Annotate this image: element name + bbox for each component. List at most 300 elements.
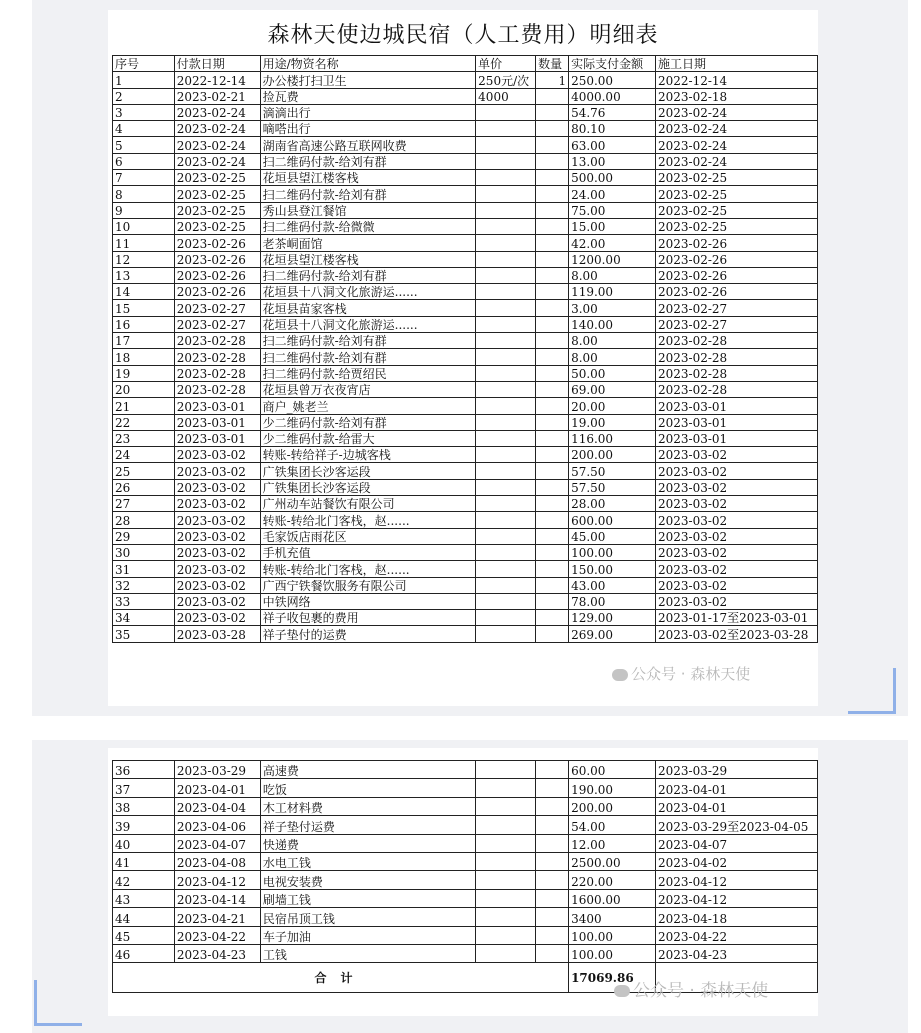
pay-date-cell: 2023-04-08 bbox=[174, 852, 260, 870]
amount-cell: 140.00 bbox=[569, 316, 656, 332]
work-date-cell: 2023-04-12 bbox=[655, 889, 817, 907]
column-header: 数量 bbox=[536, 56, 569, 72]
expense-table-page-1 bbox=[112, 55, 818, 643]
seq-cell: 40 bbox=[113, 834, 175, 852]
seq-cell: 11 bbox=[113, 235, 175, 251]
unit-price-cell bbox=[476, 561, 536, 577]
pay-date-cell: 2023-02-24 bbox=[174, 153, 260, 169]
work-date-cell: 2023-02-27 bbox=[655, 300, 817, 316]
amount-cell: 250.00 bbox=[569, 72, 656, 88]
unit-price-cell: 4000 bbox=[476, 88, 536, 104]
unit-price-cell bbox=[476, 871, 536, 889]
seq-cell: 37 bbox=[113, 779, 175, 797]
amount-cell: 8.00 bbox=[569, 349, 656, 365]
seq-cell: 26 bbox=[113, 479, 175, 495]
item-name-cell: 扫二维码付款-给刘有群 bbox=[260, 153, 476, 169]
pay-date-cell: 2023-04-14 bbox=[174, 889, 260, 907]
seq-cell: 10 bbox=[113, 218, 175, 234]
table-row bbox=[113, 251, 818, 267]
unit-price-cell bbox=[476, 218, 536, 234]
pay-date-cell: 2023-04-04 bbox=[174, 797, 260, 815]
quantity-cell bbox=[536, 761, 569, 779]
pay-date-cell: 2023-03-02 bbox=[174, 593, 260, 609]
table-row bbox=[113, 333, 818, 349]
pay-date-cell: 2023-02-24 bbox=[174, 121, 260, 137]
crop-corner-marker bbox=[848, 668, 896, 714]
quantity-cell bbox=[536, 267, 569, 283]
seq-cell: 25 bbox=[113, 463, 175, 479]
quantity-cell bbox=[536, 944, 569, 962]
amount-cell: 63.00 bbox=[569, 137, 656, 153]
seq-cell: 28 bbox=[113, 512, 175, 528]
item-name-cell: 木工材料费 bbox=[260, 797, 476, 815]
item-name-cell: 祥子收包裹的费用 bbox=[260, 610, 476, 626]
unit-price-cell bbox=[476, 186, 536, 202]
amount-cell: 15.00 bbox=[569, 218, 656, 234]
item-name-cell: 工钱 bbox=[260, 944, 476, 962]
amount-cell: 129.00 bbox=[569, 610, 656, 626]
quantity-cell: 1 bbox=[536, 72, 569, 88]
quantity-cell bbox=[536, 528, 569, 544]
seq-cell: 42 bbox=[113, 871, 175, 889]
seq-cell: 18 bbox=[113, 349, 175, 365]
item-name-cell: 扫二维码付款-给刘有群 bbox=[260, 267, 476, 283]
quantity-cell bbox=[536, 186, 569, 202]
pay-date-cell: 2023-04-23 bbox=[174, 944, 260, 962]
table-header-row bbox=[113, 56, 818, 72]
unit-price-cell bbox=[476, 398, 536, 414]
pay-date-cell: 2023-02-26 bbox=[174, 251, 260, 267]
wechat-icon bbox=[612, 669, 628, 681]
unit-price-cell bbox=[476, 333, 536, 349]
table-row bbox=[113, 834, 818, 852]
seq-cell: 12 bbox=[113, 251, 175, 267]
pay-date-cell: 2023-02-28 bbox=[174, 381, 260, 397]
amount-cell: 42.00 bbox=[569, 235, 656, 251]
column-header: 施工日期 bbox=[655, 56, 817, 72]
table-row bbox=[113, 528, 818, 544]
column-header: 序号 bbox=[113, 56, 175, 72]
seq-cell: 8 bbox=[113, 186, 175, 202]
work-date-cell: 2023-03-02 bbox=[655, 577, 817, 593]
work-date-cell: 2023-03-29 bbox=[655, 761, 817, 779]
table-row bbox=[113, 779, 818, 797]
column-header: 用途/物资名称 bbox=[260, 56, 476, 72]
seq-cell: 3 bbox=[113, 104, 175, 120]
quantity-cell bbox=[536, 797, 569, 815]
amount-cell: 45.00 bbox=[569, 528, 656, 544]
pay-date-cell: 2023-02-24 bbox=[174, 137, 260, 153]
table-row bbox=[113, 88, 818, 104]
amount-cell: 119.00 bbox=[569, 284, 656, 300]
work-date-cell: 2023-04-02 bbox=[655, 852, 817, 870]
seq-cell: 30 bbox=[113, 544, 175, 560]
pay-date-cell: 2023-03-02 bbox=[174, 496, 260, 512]
pay-date-cell: 2023-03-01 bbox=[174, 430, 260, 446]
amount-cell: 8.00 bbox=[569, 267, 656, 283]
pay-date-cell: 2023-03-01 bbox=[174, 398, 260, 414]
amount-cell: 100.00 bbox=[569, 944, 656, 962]
expense-table-page-2 bbox=[112, 760, 818, 993]
amount-cell: 69.00 bbox=[569, 381, 656, 397]
item-name-cell: 广铁集团长沙客运段 bbox=[260, 463, 476, 479]
unit-price-cell bbox=[476, 797, 536, 815]
unit-price-cell bbox=[476, 381, 536, 397]
quantity-cell bbox=[536, 398, 569, 414]
table-row bbox=[113, 512, 818, 528]
unit-price-cell bbox=[476, 170, 536, 186]
table-row bbox=[113, 300, 818, 316]
pay-date-cell: 2023-02-24 bbox=[174, 104, 260, 120]
seq-cell: 16 bbox=[113, 316, 175, 332]
work-date-cell: 2023-03-02 bbox=[655, 561, 817, 577]
table-row bbox=[113, 414, 818, 430]
pay-date-cell: 2023-04-21 bbox=[174, 908, 260, 926]
table-row bbox=[113, 186, 818, 202]
pay-date-cell: 2023-02-21 bbox=[174, 88, 260, 104]
amount-cell: 57.50 bbox=[569, 479, 656, 495]
table-row bbox=[113, 447, 818, 463]
item-name-cell: 广铁集团长沙客运段 bbox=[260, 479, 476, 495]
unit-price-cell bbox=[476, 926, 536, 944]
pay-date-cell: 2023-02-25 bbox=[174, 218, 260, 234]
seq-cell: 4 bbox=[113, 121, 175, 137]
amount-cell: 190.00 bbox=[569, 779, 656, 797]
quantity-cell bbox=[536, 512, 569, 528]
work-date-cell: 2023-02-24 bbox=[655, 137, 817, 153]
table-row bbox=[113, 349, 818, 365]
quantity-cell bbox=[536, 121, 569, 137]
item-name-cell: 嘀嗒出行 bbox=[260, 121, 476, 137]
quantity-cell bbox=[536, 349, 569, 365]
unit-price-cell bbox=[476, 349, 536, 365]
seq-cell: 36 bbox=[113, 761, 175, 779]
amount-cell: 54.76 bbox=[569, 104, 656, 120]
unit-price-cell bbox=[476, 834, 536, 852]
quantity-cell bbox=[536, 577, 569, 593]
item-name-cell: 捡瓦费 bbox=[260, 88, 476, 104]
item-name-cell: 转账-转给祥子-边城客栈 bbox=[260, 447, 476, 463]
seq-cell: 24 bbox=[113, 447, 175, 463]
pay-date-cell: 2023-03-02 bbox=[174, 479, 260, 495]
column-header: 付款日期 bbox=[174, 56, 260, 72]
unit-price-cell bbox=[476, 153, 536, 169]
unit-price-cell bbox=[476, 593, 536, 609]
quantity-cell bbox=[536, 88, 569, 104]
pay-date-cell: 2023-02-26 bbox=[174, 235, 260, 251]
amount-cell: 100.00 bbox=[569, 926, 656, 944]
work-date-cell: 2023-03-29至2023-04-05 bbox=[655, 816, 817, 834]
table-row bbox=[113, 944, 818, 962]
crop-corner-marker bbox=[34, 980, 82, 1026]
item-name-cell: 花垣县苗家客栈 bbox=[260, 300, 476, 316]
pay-date-cell: 2023-02-28 bbox=[174, 365, 260, 381]
seq-cell: 2 bbox=[113, 88, 175, 104]
work-date-cell: 2023-02-27 bbox=[655, 316, 817, 332]
amount-cell: 19.00 bbox=[569, 414, 656, 430]
item-name-cell: 商户_姚老兰 bbox=[260, 398, 476, 414]
amount-cell: 60.00 bbox=[569, 761, 656, 779]
quantity-cell bbox=[536, 414, 569, 430]
work-date-cell: 2023-03-02 bbox=[655, 528, 817, 544]
table-row bbox=[113, 926, 818, 944]
seq-cell: 45 bbox=[113, 926, 175, 944]
table-row bbox=[113, 479, 818, 495]
unit-price-cell bbox=[476, 528, 536, 544]
pay-date-cell: 2023-04-06 bbox=[174, 816, 260, 834]
item-name-cell: 花垣县望江楼客栈 bbox=[260, 170, 476, 186]
quantity-cell bbox=[536, 463, 569, 479]
quantity-cell bbox=[536, 284, 569, 300]
pay-date-cell: 2023-02-28 bbox=[174, 349, 260, 365]
quantity-cell bbox=[536, 610, 569, 626]
seq-cell: 44 bbox=[113, 908, 175, 926]
item-name-cell: 扫二维码付款-给刘有群 bbox=[260, 349, 476, 365]
pay-date-cell: 2023-02-26 bbox=[174, 284, 260, 300]
item-name-cell: 民宿吊顶工钱 bbox=[260, 908, 476, 926]
item-name-cell: 湖南省高速公路互联网收费 bbox=[260, 137, 476, 153]
quantity-cell bbox=[536, 333, 569, 349]
quantity-cell bbox=[536, 251, 569, 267]
amount-cell: 269.00 bbox=[569, 626, 656, 642]
item-name-cell: 快递费 bbox=[260, 834, 476, 852]
quantity-cell bbox=[536, 561, 569, 577]
work-date-cell: 2023-03-02 bbox=[655, 463, 817, 479]
table-row bbox=[113, 381, 818, 397]
seq-cell: 23 bbox=[113, 430, 175, 446]
table-row bbox=[113, 593, 818, 609]
work-date-cell: 2023-03-02 bbox=[655, 593, 817, 609]
quantity-cell bbox=[536, 235, 569, 251]
unit-price-cell bbox=[476, 414, 536, 430]
item-name-cell: 办公楼打扫卫生 bbox=[260, 72, 476, 88]
item-name-cell: 花垣县十八洞文化旅游运...... bbox=[260, 284, 476, 300]
amount-cell: 54.00 bbox=[569, 816, 656, 834]
table-row bbox=[113, 816, 818, 834]
amount-cell: 500.00 bbox=[569, 170, 656, 186]
work-date-cell: 2023-04-01 bbox=[655, 797, 817, 815]
seq-cell: 38 bbox=[113, 797, 175, 815]
quantity-cell bbox=[536, 816, 569, 834]
amount-cell: 12.00 bbox=[569, 834, 656, 852]
quantity-cell bbox=[536, 593, 569, 609]
item-name-cell: 转账-转给北门客栈，赵...... bbox=[260, 561, 476, 577]
table-row bbox=[113, 365, 818, 381]
unit-price-cell bbox=[476, 479, 536, 495]
quantity-cell bbox=[536, 496, 569, 512]
pay-date-cell: 2023-03-02 bbox=[174, 512, 260, 528]
seq-cell: 39 bbox=[113, 816, 175, 834]
table-row bbox=[113, 202, 818, 218]
unit-price-cell bbox=[476, 365, 536, 381]
work-date-cell: 2023-03-01 bbox=[655, 414, 817, 430]
pay-date-cell: 2023-04-01 bbox=[174, 779, 260, 797]
item-name-cell: 刷墙工钱 bbox=[260, 889, 476, 907]
item-name-cell: 广西宁铁餐饮服务有限公司 bbox=[260, 577, 476, 593]
seq-cell: 27 bbox=[113, 496, 175, 512]
unit-price-cell bbox=[476, 463, 536, 479]
seq-cell: 17 bbox=[113, 333, 175, 349]
unit-price-cell bbox=[476, 577, 536, 593]
seq-cell: 29 bbox=[113, 528, 175, 544]
work-date-cell: 2023-04-07 bbox=[655, 834, 817, 852]
table-row bbox=[113, 852, 818, 870]
work-date-cell: 2023-03-02 bbox=[655, 479, 817, 495]
table-row bbox=[113, 170, 818, 186]
seq-cell: 43 bbox=[113, 889, 175, 907]
unit-price-cell bbox=[476, 251, 536, 267]
quantity-cell bbox=[536, 300, 569, 316]
table-row bbox=[113, 797, 818, 815]
pay-date-cell: 2023-03-02 bbox=[174, 561, 260, 577]
amount-cell: 600.00 bbox=[569, 512, 656, 528]
table-row bbox=[113, 153, 818, 169]
work-date-cell: 2023-02-24 bbox=[655, 121, 817, 137]
amount-cell: 4000.00 bbox=[569, 88, 656, 104]
amount-cell: 116.00 bbox=[569, 430, 656, 446]
pay-date-cell: 2023-02-25 bbox=[174, 170, 260, 186]
item-name-cell: 花垣县望江楼客栈 bbox=[260, 251, 476, 267]
quantity-cell bbox=[536, 447, 569, 463]
amount-cell: 200.00 bbox=[569, 447, 656, 463]
table-row bbox=[113, 889, 818, 907]
amount-cell: 3400 bbox=[569, 908, 656, 926]
column-header: 单价 bbox=[476, 56, 536, 72]
work-date-cell: 2023-02-26 bbox=[655, 267, 817, 283]
table-row bbox=[113, 871, 818, 889]
table-row bbox=[113, 218, 818, 234]
item-name-cell: 少二维码付款-给雷大 bbox=[260, 430, 476, 446]
unit-price-cell bbox=[476, 121, 536, 137]
unit-price-cell bbox=[476, 908, 536, 926]
unit-price-cell bbox=[476, 512, 536, 528]
quantity-cell bbox=[536, 430, 569, 446]
work-date-cell: 2023-02-24 bbox=[655, 104, 817, 120]
unit-price-cell bbox=[476, 284, 536, 300]
pay-date-cell: 2023-02-25 bbox=[174, 202, 260, 218]
work-date-cell: 2023-02-18 bbox=[655, 88, 817, 104]
work-date-cell: 2023-02-26 bbox=[655, 284, 817, 300]
pay-date-cell: 2023-03-02 bbox=[174, 610, 260, 626]
amount-cell: 57.50 bbox=[569, 463, 656, 479]
item-name-cell: 电视安装费 bbox=[260, 871, 476, 889]
unit-price-cell bbox=[476, 816, 536, 834]
pay-date-cell: 2023-03-02 bbox=[174, 528, 260, 544]
work-date-cell: 2023-02-26 bbox=[655, 235, 817, 251]
work-date-cell: 2023-02-24 bbox=[655, 153, 817, 169]
pay-date-cell: 2023-04-22 bbox=[174, 926, 260, 944]
work-date-cell: 2023-03-02至2023-03-28 bbox=[655, 626, 817, 642]
unit-price-cell bbox=[476, 544, 536, 560]
work-date-cell: 2023-01-17至2023-03-01 bbox=[655, 610, 817, 626]
quantity-cell bbox=[536, 137, 569, 153]
item-name-cell: 毛家饭店雨花区 bbox=[260, 528, 476, 544]
item-name-cell: 广州动车站餐饮有限公司 bbox=[260, 496, 476, 512]
seq-cell: 22 bbox=[113, 414, 175, 430]
item-name-cell: 少二维码付款-给刘有群 bbox=[260, 414, 476, 430]
table-row bbox=[113, 316, 818, 332]
seq-cell: 1 bbox=[113, 72, 175, 88]
total-label: 合计 bbox=[113, 963, 569, 993]
quantity-cell bbox=[536, 889, 569, 907]
quantity-cell bbox=[536, 316, 569, 332]
seq-cell: 35 bbox=[113, 626, 175, 642]
pay-date-cell: 2022-12-14 bbox=[174, 72, 260, 88]
quantity-cell bbox=[536, 218, 569, 234]
item-name-cell: 车子加油 bbox=[260, 926, 476, 944]
quantity-cell bbox=[536, 834, 569, 852]
item-name-cell: 手机充值 bbox=[260, 544, 476, 560]
sheet-page-1 bbox=[108, 10, 818, 706]
watermark: 公众号 · 森林天使 bbox=[614, 976, 768, 1001]
work-date-cell: 2023-03-01 bbox=[655, 430, 817, 446]
unit-price-cell bbox=[476, 779, 536, 797]
quantity-cell bbox=[536, 170, 569, 186]
work-date-cell: 2023-03-02 bbox=[655, 496, 817, 512]
table-row bbox=[113, 104, 818, 120]
amount-cell: 75.00 bbox=[569, 202, 656, 218]
work-date-cell: 2023-03-02 bbox=[655, 544, 817, 560]
table-row bbox=[113, 284, 818, 300]
item-name-cell: 高速费 bbox=[260, 761, 476, 779]
table-row bbox=[113, 235, 818, 251]
pay-date-cell: 2023-02-27 bbox=[174, 316, 260, 332]
amount-cell: 150.00 bbox=[569, 561, 656, 577]
seq-cell: 33 bbox=[113, 593, 175, 609]
pay-date-cell: 2023-02-28 bbox=[174, 333, 260, 349]
quantity-cell bbox=[536, 852, 569, 870]
work-date-cell: 2023-03-02 bbox=[655, 512, 817, 528]
work-date-cell: 2023-03-01 bbox=[655, 398, 817, 414]
pay-date-cell: 2023-03-28 bbox=[174, 626, 260, 642]
unit-price-cell bbox=[476, 852, 536, 870]
unit-price-cell bbox=[476, 626, 536, 642]
work-date-cell: 2023-02-26 bbox=[655, 251, 817, 267]
seq-cell: 41 bbox=[113, 852, 175, 870]
table-row bbox=[113, 544, 818, 560]
unit-price-cell bbox=[476, 944, 536, 962]
work-date-cell: 2023-02-25 bbox=[655, 186, 817, 202]
pay-date-cell: 2023-02-26 bbox=[174, 267, 260, 283]
seq-cell: 13 bbox=[113, 267, 175, 283]
work-date-cell: 2023-04-23 bbox=[655, 944, 817, 962]
table-row bbox=[113, 577, 818, 593]
amount-cell: 78.00 bbox=[569, 593, 656, 609]
table-row bbox=[113, 561, 818, 577]
table-row bbox=[113, 430, 818, 446]
amount-cell: 100.00 bbox=[569, 544, 656, 560]
unit-price-cell bbox=[476, 267, 536, 283]
quantity-cell bbox=[536, 104, 569, 120]
item-name-cell: 水电工钱 bbox=[260, 852, 476, 870]
amount-cell: 2500.00 bbox=[569, 852, 656, 870]
quantity-cell bbox=[536, 381, 569, 397]
work-date-cell: 2023-02-25 bbox=[655, 218, 817, 234]
item-name-cell: 扫二维码付款-给刘有群 bbox=[260, 186, 476, 202]
table-row bbox=[113, 267, 818, 283]
amount-cell: 1200.00 bbox=[569, 251, 656, 267]
quantity-cell bbox=[536, 871, 569, 889]
quantity-cell bbox=[536, 544, 569, 560]
work-date-cell: 2023-02-25 bbox=[655, 202, 817, 218]
pay-date-cell: 2023-02-25 bbox=[174, 186, 260, 202]
pay-date-cell: 2023-03-01 bbox=[174, 414, 260, 430]
work-date-cell: 2023-02-28 bbox=[655, 365, 817, 381]
quantity-cell bbox=[536, 479, 569, 495]
item-name-cell: 老茶峒面馆 bbox=[260, 235, 476, 251]
seq-cell: 46 bbox=[113, 944, 175, 962]
pay-date-cell: 2023-03-02 bbox=[174, 447, 260, 463]
